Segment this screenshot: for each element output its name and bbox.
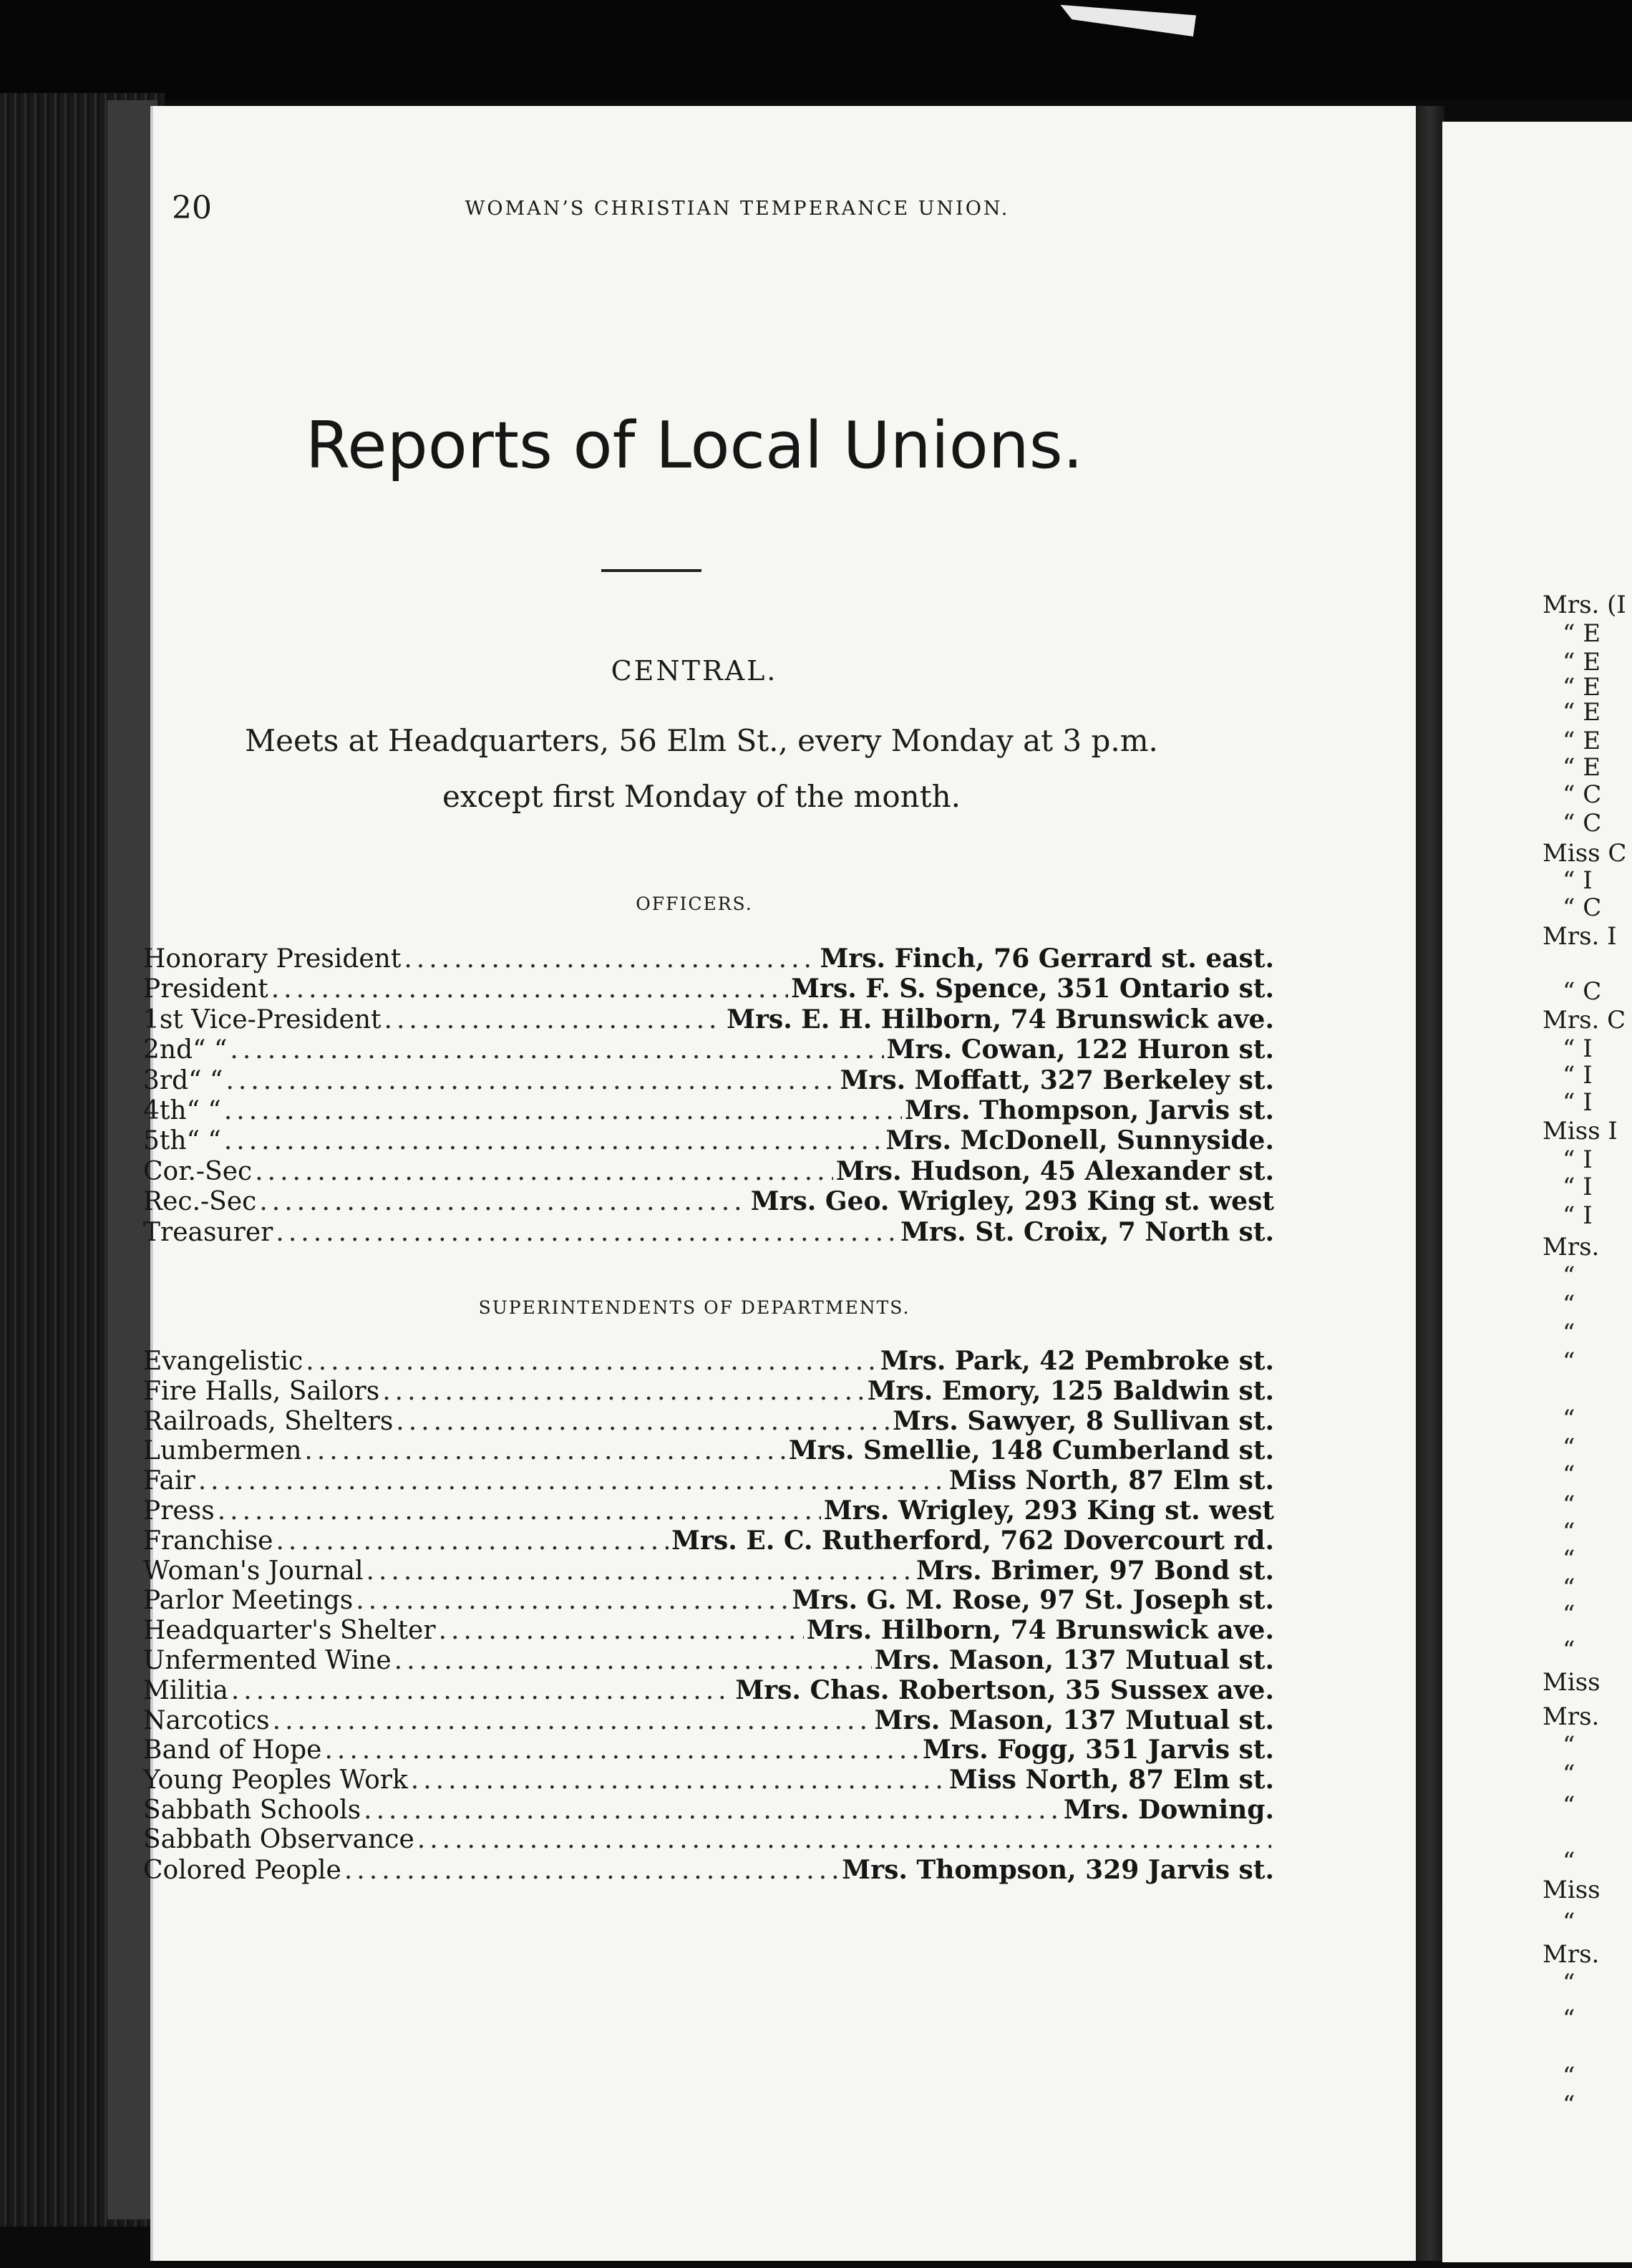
entry-row (143, 1465, 1274, 1496)
facing-page-fragment: “ I (1563, 1061, 1593, 1090)
entry-row (143, 1765, 1274, 1795)
entry-label: 1st Vice-President (143, 1004, 382, 1034)
entry-row (143, 1376, 1274, 1406)
facing-page-fragment: “ I (1563, 1173, 1593, 1201)
entry-label: Press (143, 1496, 215, 1526)
entry-label: Parlor Meetings (143, 1586, 354, 1616)
facing-page-fragment: Mrs. (1543, 1702, 1600, 1731)
facing-page-fragment: “ (1563, 2090, 1575, 2119)
entry-label: Fair (143, 1466, 195, 1496)
entry-value: Mrs. Thompson, Jarvis st. (904, 1095, 1274, 1125)
facing-page-fragment: “ E (1563, 648, 1601, 677)
facing-page-fragment: Mrs. (I (1543, 591, 1626, 619)
leader-dots (382, 1377, 864, 1406)
entry-label: 3rd (143, 1065, 189, 1095)
facing-page-fragment: Mrs. (1543, 1940, 1600, 1969)
entry-value: Mrs. Finch, 76 Gerrard st. east. (820, 944, 1274, 974)
facing-page-fragment: “ (1563, 1760, 1575, 1788)
entry-row (143, 1186, 1274, 1216)
entry-label: Honorary President (143, 944, 402, 974)
facing-page-fragment: “ I (1563, 1201, 1593, 1230)
entry-label: Fire Halls, Sailors (143, 1376, 380, 1406)
entry-value: Miss North, 87 Elm st. (948, 1765, 1274, 1796)
leader-dots (273, 1706, 872, 1735)
facing-page-fragment: Miss (1543, 1668, 1601, 1697)
facing-page-fragment: Miss C (1543, 839, 1627, 868)
entry-value: Mrs. Thompson, 329 Jarvis st. (842, 1854, 1274, 1885)
leader-dots (417, 1825, 1271, 1854)
leader-dots (344, 1856, 839, 1885)
leader-dots (259, 1187, 747, 1216)
leader-dots (224, 1096, 902, 1125)
entry-value: Mrs. McDonell, Sunnyside. (885, 1125, 1274, 1156)
entry-value: Mrs. Park, 42 Pembroke st. (880, 1346, 1274, 1376)
facing-page-fragment: “ E (1563, 619, 1601, 648)
facing-page-fragment: “ (1563, 1290, 1575, 1319)
facing-page-fragment: “ (1563, 1791, 1575, 1820)
leader-dots (231, 1676, 732, 1705)
leader-dots (356, 1586, 789, 1615)
entry-label: 2nd (143, 1035, 193, 1065)
leader-dots (364, 1796, 1061, 1825)
entry-row (143, 1065, 1274, 1095)
entry-label: 4th (143, 1095, 187, 1125)
entry-row (143, 1825, 1274, 1855)
facing-page-fragment: “ C (1563, 977, 1602, 1006)
facing-page-fragment: Miss I (1543, 1117, 1618, 1145)
facing-page (1442, 122, 1632, 2262)
leader-dots (271, 974, 788, 1004)
facing-page-fragment: Miss (1543, 1876, 1601, 1904)
facing-page-fragment: “ E (1563, 698, 1601, 727)
facing-page-fragment: “ E (1563, 673, 1601, 702)
meeting-line-2: except first Monday of the month. (442, 779, 961, 814)
entry-row (143, 1406, 1274, 1436)
entry-label: Militia (143, 1675, 228, 1705)
entry-row (143, 1675, 1274, 1705)
leader-dots (396, 1407, 890, 1436)
entry-label: Railroads, Shelters (143, 1406, 394, 1436)
leader-dots (411, 1765, 946, 1795)
entry-value: Mrs. Fogg, 351 Jarvis st. (923, 1735, 1274, 1765)
entry-value: Mrs. Moffatt, 327 Berkeley st. (840, 1065, 1274, 1095)
facing-page-fragment: “ (1563, 1491, 1575, 1519)
facing-page-fragment: “ (1563, 1731, 1575, 1760)
entry-row (143, 1435, 1274, 1465)
entry-value: Mrs. Sawyer, 8 Sullivan st. (893, 1405, 1274, 1436)
book-gutter (1416, 106, 1444, 2261)
facing-page-fragment: “ I (1563, 1145, 1593, 1174)
background-top (0, 0, 1632, 100)
leader-dots (439, 1616, 804, 1645)
entry-value: Mrs. Emory, 125 Baldwin st. (867, 1375, 1274, 1406)
leader-dots (404, 944, 817, 974)
entry-row (143, 1526, 1274, 1556)
entry-label: Woman's Journal (143, 1556, 364, 1586)
leader-dots (224, 1126, 883, 1155)
meeting-line-1: Meets at Headquarters, 56 Elm St., every Monday at 3 p.m. (245, 723, 1158, 758)
superintendents-heading: SUPERINTENDENTS OF DEPARTMENTS. (478, 1297, 910, 1318)
facing-page-fragment: “ I (1563, 866, 1593, 895)
facing-page-fragment: Mrs. I (1543, 922, 1617, 951)
leader-dots (384, 1005, 724, 1034)
entry-row (143, 1095, 1274, 1125)
entry-label: Band of Hope (143, 1735, 322, 1765)
entry-value: Mrs. Hilborn, 74 Brunswick ave. (806, 1615, 1274, 1646)
entry-value: Mrs. St. Croix, 7 North st. (900, 1216, 1274, 1247)
facing-page-fragment: “ (1563, 1460, 1575, 1489)
facing-page-fragment: “ (1563, 1433, 1575, 1462)
running-head: WOMAN’S CHRISTIAN TEMPERANCE UNION. (465, 198, 1010, 220)
entry-label: 5th (143, 1126, 187, 1156)
ditto-marks: “ “ (193, 1035, 228, 1065)
entry-label: Franchise (143, 1526, 273, 1556)
facing-page-fragment: “ (1563, 1347, 1575, 1376)
entry-label: Young Peoples Work (143, 1765, 408, 1796)
facing-page-fragment: “ C (1563, 780, 1602, 809)
entry-value: Mrs. Wrigley, 293 King st. west (823, 1495, 1274, 1526)
leader-dots (276, 1526, 669, 1556)
entry-value: Mrs. G. M. Rose, 97 St. Joseph st. (792, 1585, 1274, 1616)
entry-value: Mrs. E. H. Hilborn, 74 Brunswick ave. (727, 1004, 1274, 1034)
entry-value: Mrs. Hudson, 45 Alexander st. (835, 1155, 1274, 1186)
facing-page-fragment: “ I (1563, 1034, 1593, 1063)
entry-row (143, 1705, 1274, 1735)
leader-dots (276, 1218, 898, 1247)
facing-page-fragment: Mrs. C (1543, 1006, 1626, 1034)
leader-dots (366, 1556, 913, 1586)
entry-row (143, 1615, 1274, 1645)
entry-row (143, 1125, 1274, 1155)
entry-value: Mrs. Downing. (1063, 1794, 1274, 1825)
facing-page-fragment: “ (1563, 1319, 1575, 1347)
ditto-marks: “ “ (186, 1095, 221, 1125)
entry-value: Miss North, 87 Elm st. (948, 1465, 1274, 1496)
facing-page-fragment: “ (1563, 1574, 1575, 1602)
ditto-marks: “ “ (186, 1126, 221, 1156)
entry-value: Mrs. Smellie, 148 Cumberland st. (788, 1435, 1274, 1466)
officers-list (143, 944, 1274, 1247)
entry-label: Narcotics (143, 1705, 270, 1735)
entry-label: Lumbermen (143, 1436, 302, 1466)
leader-dots (304, 1436, 785, 1465)
entry-row (143, 1034, 1274, 1065)
entry-row (143, 1217, 1274, 1247)
entry-value: Mrs. Mason, 137 Mutual st. (874, 1644, 1274, 1675)
entry-row (143, 1156, 1274, 1186)
entry-value: Mrs. Brimer, 97 Bond st. (915, 1555, 1274, 1586)
entry-value: Mrs. Cowan, 122 Huron st. (886, 1034, 1274, 1065)
entry-row (143, 1585, 1274, 1615)
entry-row (143, 974, 1274, 1004)
entry-row (143, 1855, 1274, 1885)
leader-dots (255, 1157, 833, 1186)
entry-row (143, 1735, 1274, 1765)
section-heading: CENTRAL. (611, 655, 778, 687)
entry-value: Mrs. F. S. Spence, 351 Ontario st. (791, 974, 1274, 1004)
entry-row (143, 1795, 1274, 1825)
leader-dots (306, 1347, 877, 1376)
entry-row (143, 944, 1274, 974)
entry-row (143, 1004, 1274, 1034)
entry-value: Mrs. Chas. Robertson, 35 Sussex ave. (735, 1675, 1274, 1705)
ditto-marks: “ “ (188, 1065, 223, 1095)
facing-page-fragment: “ (1563, 2005, 1575, 2033)
entry-label: Sabbath Schools (143, 1795, 361, 1825)
entry-row (143, 1556, 1274, 1586)
entry-value: Mrs. E. C. Rutherford, 762 Dovercourt rd. (671, 1525, 1274, 1556)
facing-page-fragment: “ C (1563, 809, 1602, 838)
facing-page-fragment: “ (1563, 1405, 1575, 1433)
page-title: Reports of Local Unions. (305, 408, 1084, 483)
entry-label: President (143, 974, 268, 1004)
entry-label: Unfermented Wine (143, 1645, 392, 1675)
entry-row (143, 1346, 1274, 1376)
leader-dots (198, 1466, 946, 1496)
entry-value: Mrs. Mason, 137 Mutual st. (874, 1705, 1274, 1735)
facing-page-fragment: “ (1563, 1908, 1575, 1937)
facing-page-fragment: “ (1563, 1545, 1575, 1574)
entry-row (143, 1496, 1274, 1526)
facing-page-fragment: “ E (1563, 727, 1601, 755)
facing-page-fragment: “ E (1563, 753, 1601, 782)
entry-label: Treasurer (143, 1217, 273, 1247)
title-rule (601, 569, 701, 572)
entry-label: Colored People (143, 1855, 341, 1885)
facing-page-fragment: “ (1563, 1969, 1575, 1997)
facing-page-fragment: “ C (1563, 893, 1602, 922)
officers-heading: OFFICERS. (636, 893, 753, 914)
facing-page-fragment: “ (1563, 1600, 1575, 1629)
leader-dots (394, 1646, 872, 1675)
facing-page-fragment: “ (1563, 2062, 1575, 2090)
facing-page-fragment: “ (1563, 1847, 1575, 1876)
facing-page-fragment: “ (1563, 1636, 1575, 1664)
entry-row (143, 1645, 1274, 1675)
facing-page-fragment: “ (1563, 1518, 1575, 1546)
entry-label: Sabbath Observance (143, 1824, 414, 1854)
entry-label: Rec.-Sec (143, 1187, 257, 1217)
entry-value: Mrs. Geo. Wrigley, 293 King st. west (750, 1186, 1274, 1217)
leader-dots (218, 1496, 821, 1526)
entry-label: Evangelistic (143, 1347, 303, 1376)
superintendents-list (143, 1346, 1274, 1884)
leader-dots (230, 1035, 883, 1065)
entry-label: Headquarter's Shelter (143, 1616, 436, 1646)
page-number: 20 (172, 190, 212, 226)
facing-page-fragment: Mrs. (1543, 1233, 1600, 1261)
entry-label: Cor.-Sec (143, 1156, 253, 1186)
leader-dots (324, 1735, 920, 1765)
leader-dots (225, 1066, 837, 1095)
facing-page-fragment: “ (1563, 1261, 1575, 1290)
facing-page-fragment: “ I (1563, 1088, 1593, 1117)
